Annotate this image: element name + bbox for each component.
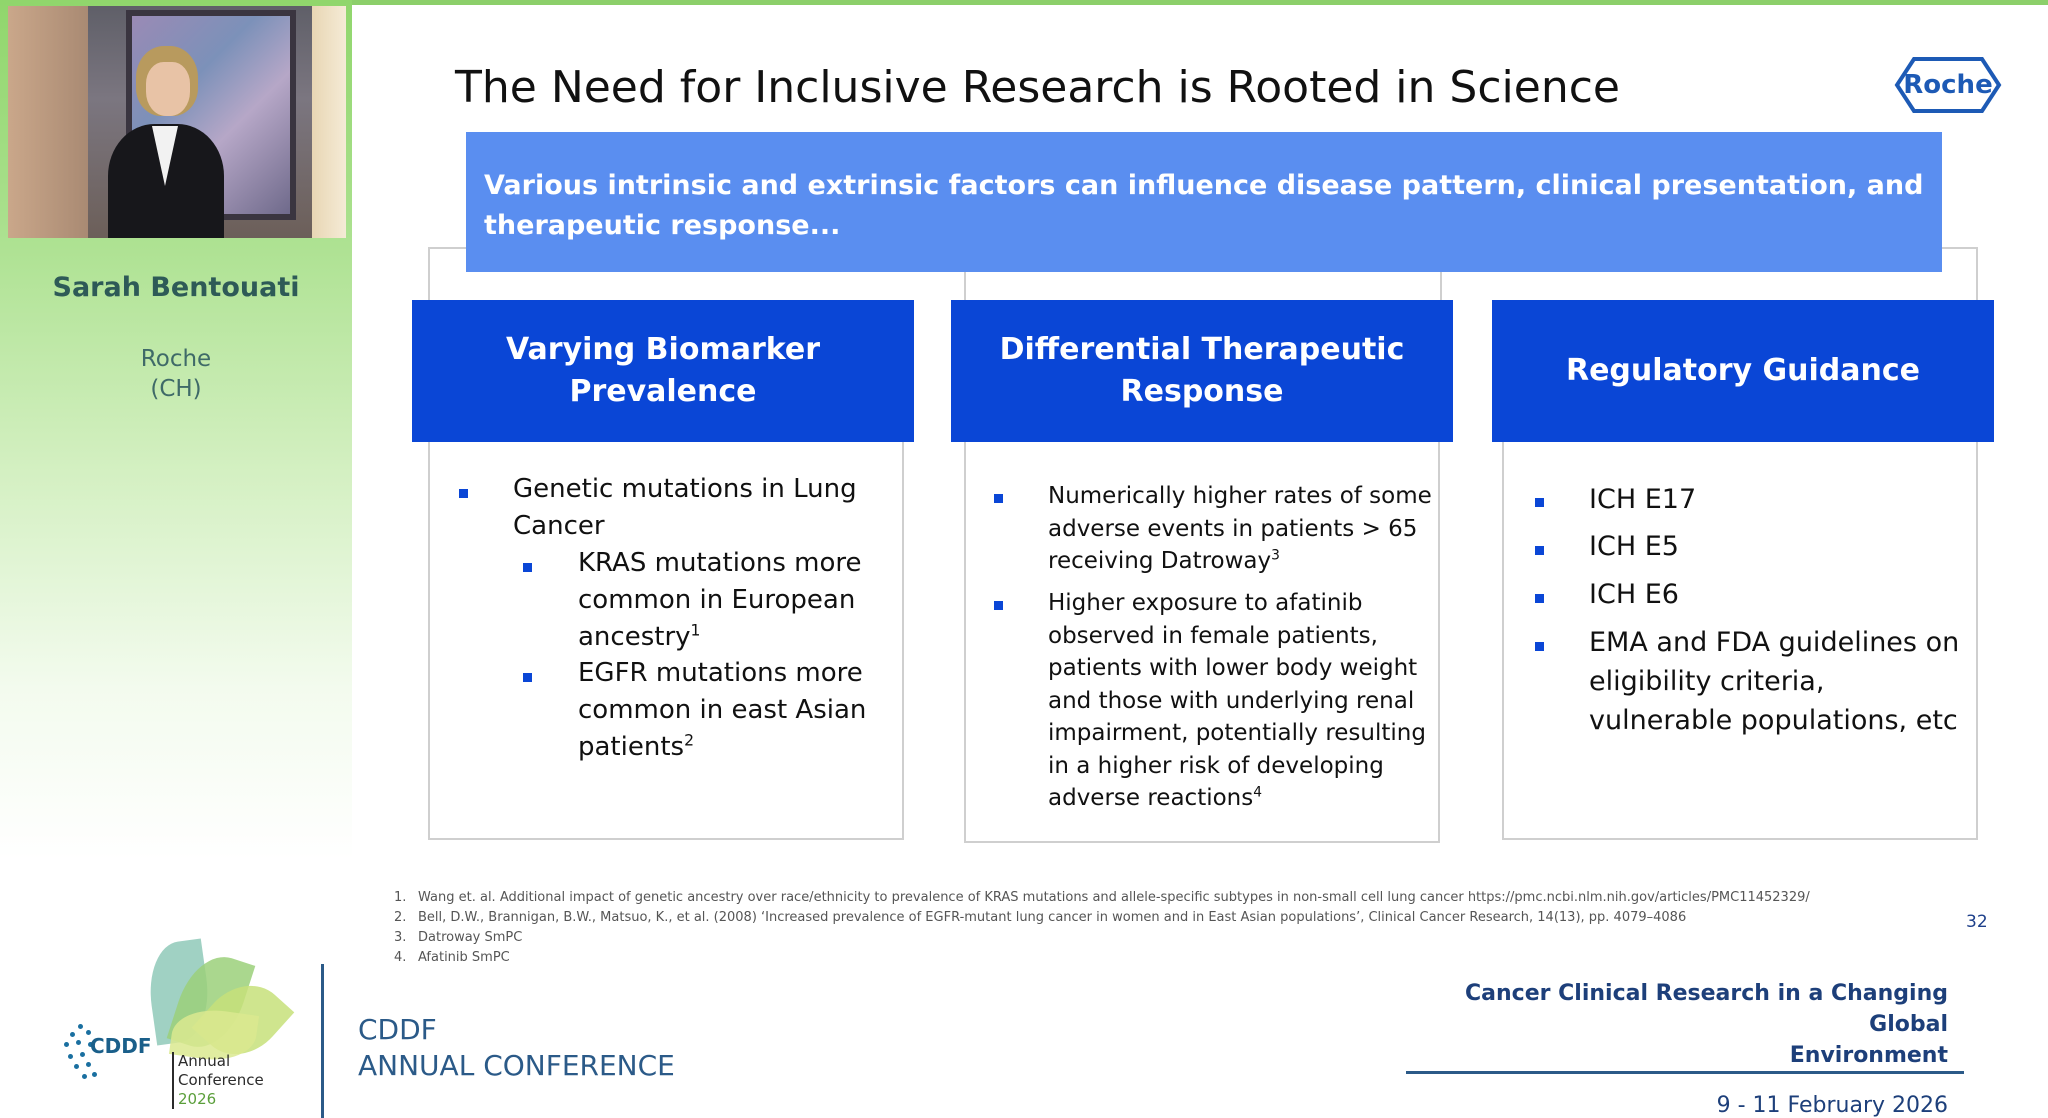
column3-item-4: EMA and FDA guidelines on eligibility criteria, vulnerable populations, etc [1589,627,1960,736]
column3-item-2: ICH E5 [1589,531,1679,562]
tagline-underline [1406,1071,1964,1074]
connector-mid-left [964,272,966,302]
bullet-icon [459,489,468,498]
reference-4: 4. Afatinib SmPC [394,950,510,965]
column1-item-2: KRAS mutations more common in European ancestry$^1$ [578,548,862,652]
bullet-icon [994,494,1003,503]
speaker-person [94,46,234,238]
reference-2: 2. Bell, D.W., Brannigan, B.W., Matsuo, K., et al. (2008) ‘Increased prevalence of EGFR-mutant lung cancer in women and in East Asian populations’, Clinical Cancer Research, 14(13), pp. 4079–4086 [394,910,1687,925]
banner-text: Various intrinsic and extrinsic factors can influence disease pattern, clinical presentation, and therapeutic response... [484,170,1924,241]
roche-logo-text: Roche [1903,70,1993,100]
column-header-therapeutic: Differential Therapeutic Response [951,300,1453,442]
bullet-icon [1535,594,1544,603]
logo-annual-conference: Annual Conference 2026 [172,1052,264,1109]
reference-1: 1. Wang et. al. Additional impact of genetic ancestry over race/ethnicity to prevalence of KRAS mutations and allele-specific subtypes in non-small cell lung cancer https://pmc.ncbi.nlm.nih.gov/articles/PMC11452329/ [394,890,1810,905]
bullet-icon [1535,642,1544,651]
conference-date: 9 - 11 February 2026 [1716,1093,1948,1118]
slide-title: The Need for Inclusive Research is Rooted in Science [455,62,1620,113]
slide-page-number: 32 [1966,912,1988,932]
speaker-organization: Roche (CH) [140,346,212,402]
speaker-name: Sarah Bentouati [52,272,300,303]
column1-item-3: EGFR mutations more common in east Asian patients$^2$ [578,658,867,762]
cddf-logo-word: CDDF [90,1034,152,1058]
column3-item-3: ICH E6 [1589,579,1679,610]
video-wall [8,6,88,238]
column3-item-1: ICH E17 [1589,484,1697,515]
column2-item-2: Higher exposure to afatinib observed in female patients, patients with lower body weight and those with underlying renal impairment, potentially resulting in a higher risk of developing adverse reactions$^4$ [1048,590,1426,811]
speaker-panel [0,0,352,860]
column-header-regulatory: Regulatory Guidance [1492,300,1994,442]
bullet-icon [523,673,532,682]
video-curtain [312,6,346,238]
intro-banner [466,132,1942,272]
column-header-biomarker: Varying Biomarker Prevalence [412,300,914,442]
footer-divider [321,964,324,1118]
speaker-video-feed [8,6,346,238]
conference-name: CDDF ANNUAL CONFERENCE [358,1013,675,1082]
column2-item-1: Numerically higher rates of some adverse events in patients > 65 receiving Datroway$^3$ [1048,483,1432,574]
conference-tagline: Cancer Clinical Research in a Changing Global Environment [1465,981,1948,1068]
reference-3: 3. Datroway SmPC [394,930,523,945]
bullet-icon [523,563,532,572]
bullet-icon [1535,498,1544,507]
column1-item-1: Genetic mutations in Lung Cancer [513,474,857,541]
connector-mid-right [1440,272,1442,302]
bullet-icon [1535,546,1544,555]
roche-logo [1894,56,2002,114]
bullet-icon [994,601,1003,610]
